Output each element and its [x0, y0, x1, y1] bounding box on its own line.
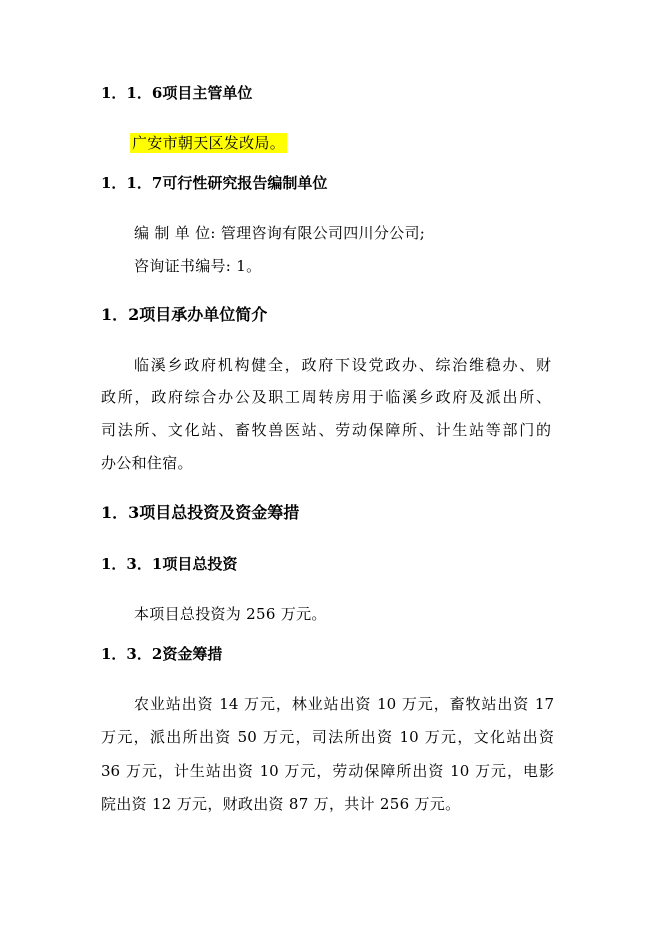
heading-number: 1．2: [101, 305, 140, 324]
intro-line: 政所，政府综合办公及职工周转房用于临溪乡政府及派出所、: [101, 388, 551, 406]
preparer-unit-label: 编 制 单 位:: [134, 224, 216, 242]
heading-title: 项目总投资: [162, 555, 238, 573]
funding-line: 农业站出资 14 万元，林业站出资 10 万元，畜牧站出资 17: [134, 695, 554, 713]
heading-title: 项目承办单位简介: [139, 305, 268, 324]
heading-number: 1．3．2: [101, 645, 163, 663]
certificate-line: [134, 255, 261, 276]
heading-title: 资金筹措: [162, 645, 223, 663]
heading-title: 项目总投资及资金筹措: [139, 503, 300, 522]
heading-title: 项目主管单位: [162, 84, 253, 102]
heading-1-1-6: [101, 82, 252, 103]
heading-1-3-2: [101, 643, 222, 664]
heading-number: 1．3: [101, 503, 140, 522]
heading-number: 1．1．7: [101, 174, 163, 192]
certificate-label: 咨询证书编号:: [134, 257, 232, 275]
heading-number: 1．3．1: [101, 555, 163, 573]
total-investment-text: 本项目总投资为 256 万元。: [134, 605, 327, 623]
heading-1-3: [101, 500, 299, 523]
certificate-value: 1。: [236, 257, 262, 275]
preparer-unit-value: 管理咨询有限公司四川分公司;: [220, 224, 426, 242]
intro-line: 临溪乡政府机构健全，政府下设党政办、综治维稳办、财: [134, 356, 551, 374]
supervising-authority-text: 广安市朝天区发改局。: [132, 134, 286, 152]
funding-line: 万元，派出所出资 50 万元，司法所出资 10 万元，文化站出资: [101, 728, 554, 746]
heading-1-3-1: [101, 553, 237, 574]
funding-line: 院出资 12 万元，财政出资 87 万，共计 256 万元。: [101, 795, 461, 813]
intro-line: 司法所、文化站、畜牧兽医站、劳动保障所、计生站等部门的: [101, 421, 551, 439]
heading-number: 1．1．6: [101, 84, 163, 102]
heading-title: 可行性研究报告编制单位: [162, 174, 328, 192]
funding-line: 36 万元，计生站出资 10 万元，劳动保障所出资 10 万元，电影: [101, 762, 554, 780]
heading-1-2: [101, 302, 267, 325]
intro-line: 办公和住宿。: [101, 454, 193, 472]
preparer-unit-line: [134, 222, 425, 243]
supervising-authority: [130, 132, 287, 153]
heading-1-1-7: [101, 172, 327, 193]
